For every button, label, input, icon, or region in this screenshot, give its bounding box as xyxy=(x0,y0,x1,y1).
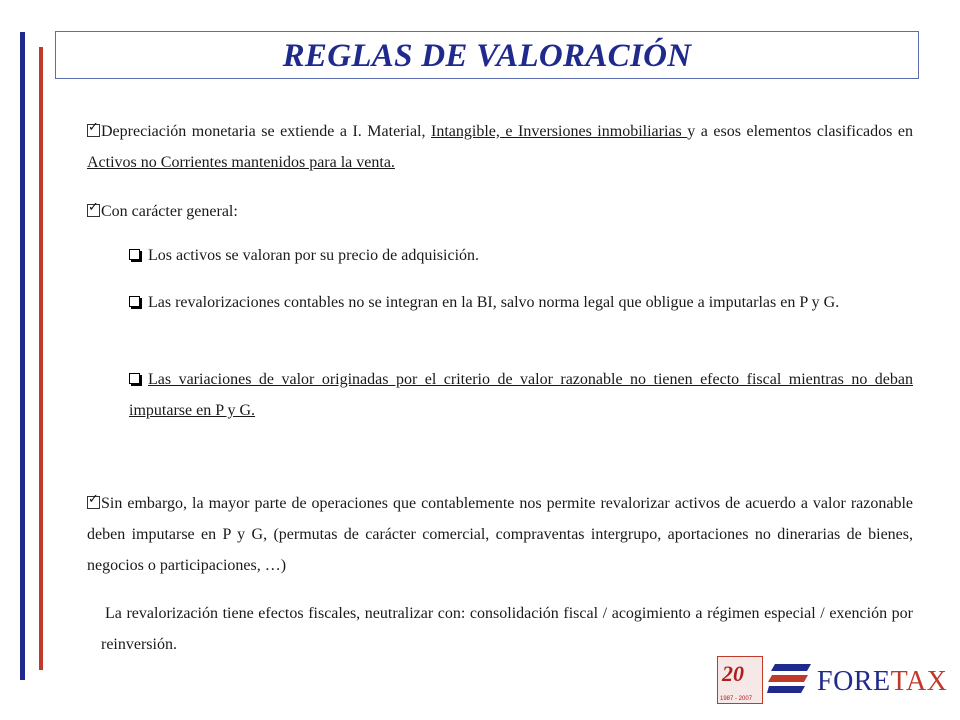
checkbox-icon xyxy=(87,204,100,217)
sub-bullet-1 xyxy=(129,240,913,271)
sub-bullet-3 xyxy=(129,364,913,426)
sub-bullet-2 xyxy=(129,287,913,318)
emblem-years: 1987 - 2007 xyxy=(720,696,753,702)
bullet-text: Con carácter general: xyxy=(101,203,238,220)
underlined-text: Intangible, e Inversiones inmobiliarias xyxy=(431,123,688,140)
paragraph-revalorizacion xyxy=(101,598,913,660)
brand-part-1: FORE xyxy=(817,666,891,697)
brand-name xyxy=(817,666,947,698)
bullet-text: Depreciación monetaria se extiende a I. Material, xyxy=(101,123,432,140)
bullet-text: Los activos se valoran por su precio de adquisición. xyxy=(148,247,480,264)
checkbox-icon xyxy=(87,124,100,137)
bullet-text: Sin embargo, la mayor parte de operaciones que contablemente nos permite revalorizar activos de acuerdo a valor razonable deben imputarse en P y G, (permutas de carácter comercial, compraventas intergrupo, aportaciones no dinerarias de bienes, negocios o participaciones, …) xyxy=(87,495,913,574)
anniversary-emblem xyxy=(717,656,763,704)
underlined-text: Las variaciones de valor originadas por el criterio de valor razonable no tienen efecto fiscal mientras no deban imputarse en P y G. xyxy=(129,371,913,419)
bullet-text: Las revalorizaciones contables no se integran en la BI, salvo norma legal que obligue a imputarlas en P y G. xyxy=(148,294,840,311)
bullet-caracter-general xyxy=(87,196,913,227)
brand-part-2: TAX xyxy=(890,666,948,697)
checkbox-icon xyxy=(87,496,100,509)
left-accent-bar-red xyxy=(39,47,43,670)
paragraph-text: La revalorización tiene efectos fiscales, neutralizar con: consolidación fiscal / acogimiento a régimen especial / exención por reinversión. xyxy=(101,605,913,653)
title-box xyxy=(55,31,919,79)
emblem-number: 20 xyxy=(722,661,744,686)
square-bullet-icon xyxy=(129,249,140,260)
left-accent-bar-blue xyxy=(20,32,25,680)
square-bullet-icon xyxy=(129,296,140,307)
flag-stripes-icon xyxy=(767,662,811,698)
underlined-text: Activos no Corrientes mantenidos para la venta. xyxy=(87,154,395,171)
bullet-sin-embargo xyxy=(87,488,913,581)
bullet-depreciacion xyxy=(87,116,913,178)
page-title: REGLAS DE VALORACIÓN xyxy=(282,38,692,74)
bullet-text: y a esos elementos clasificados en xyxy=(687,123,914,140)
foretax-logo xyxy=(717,656,948,704)
square-bullet-icon xyxy=(129,373,140,384)
